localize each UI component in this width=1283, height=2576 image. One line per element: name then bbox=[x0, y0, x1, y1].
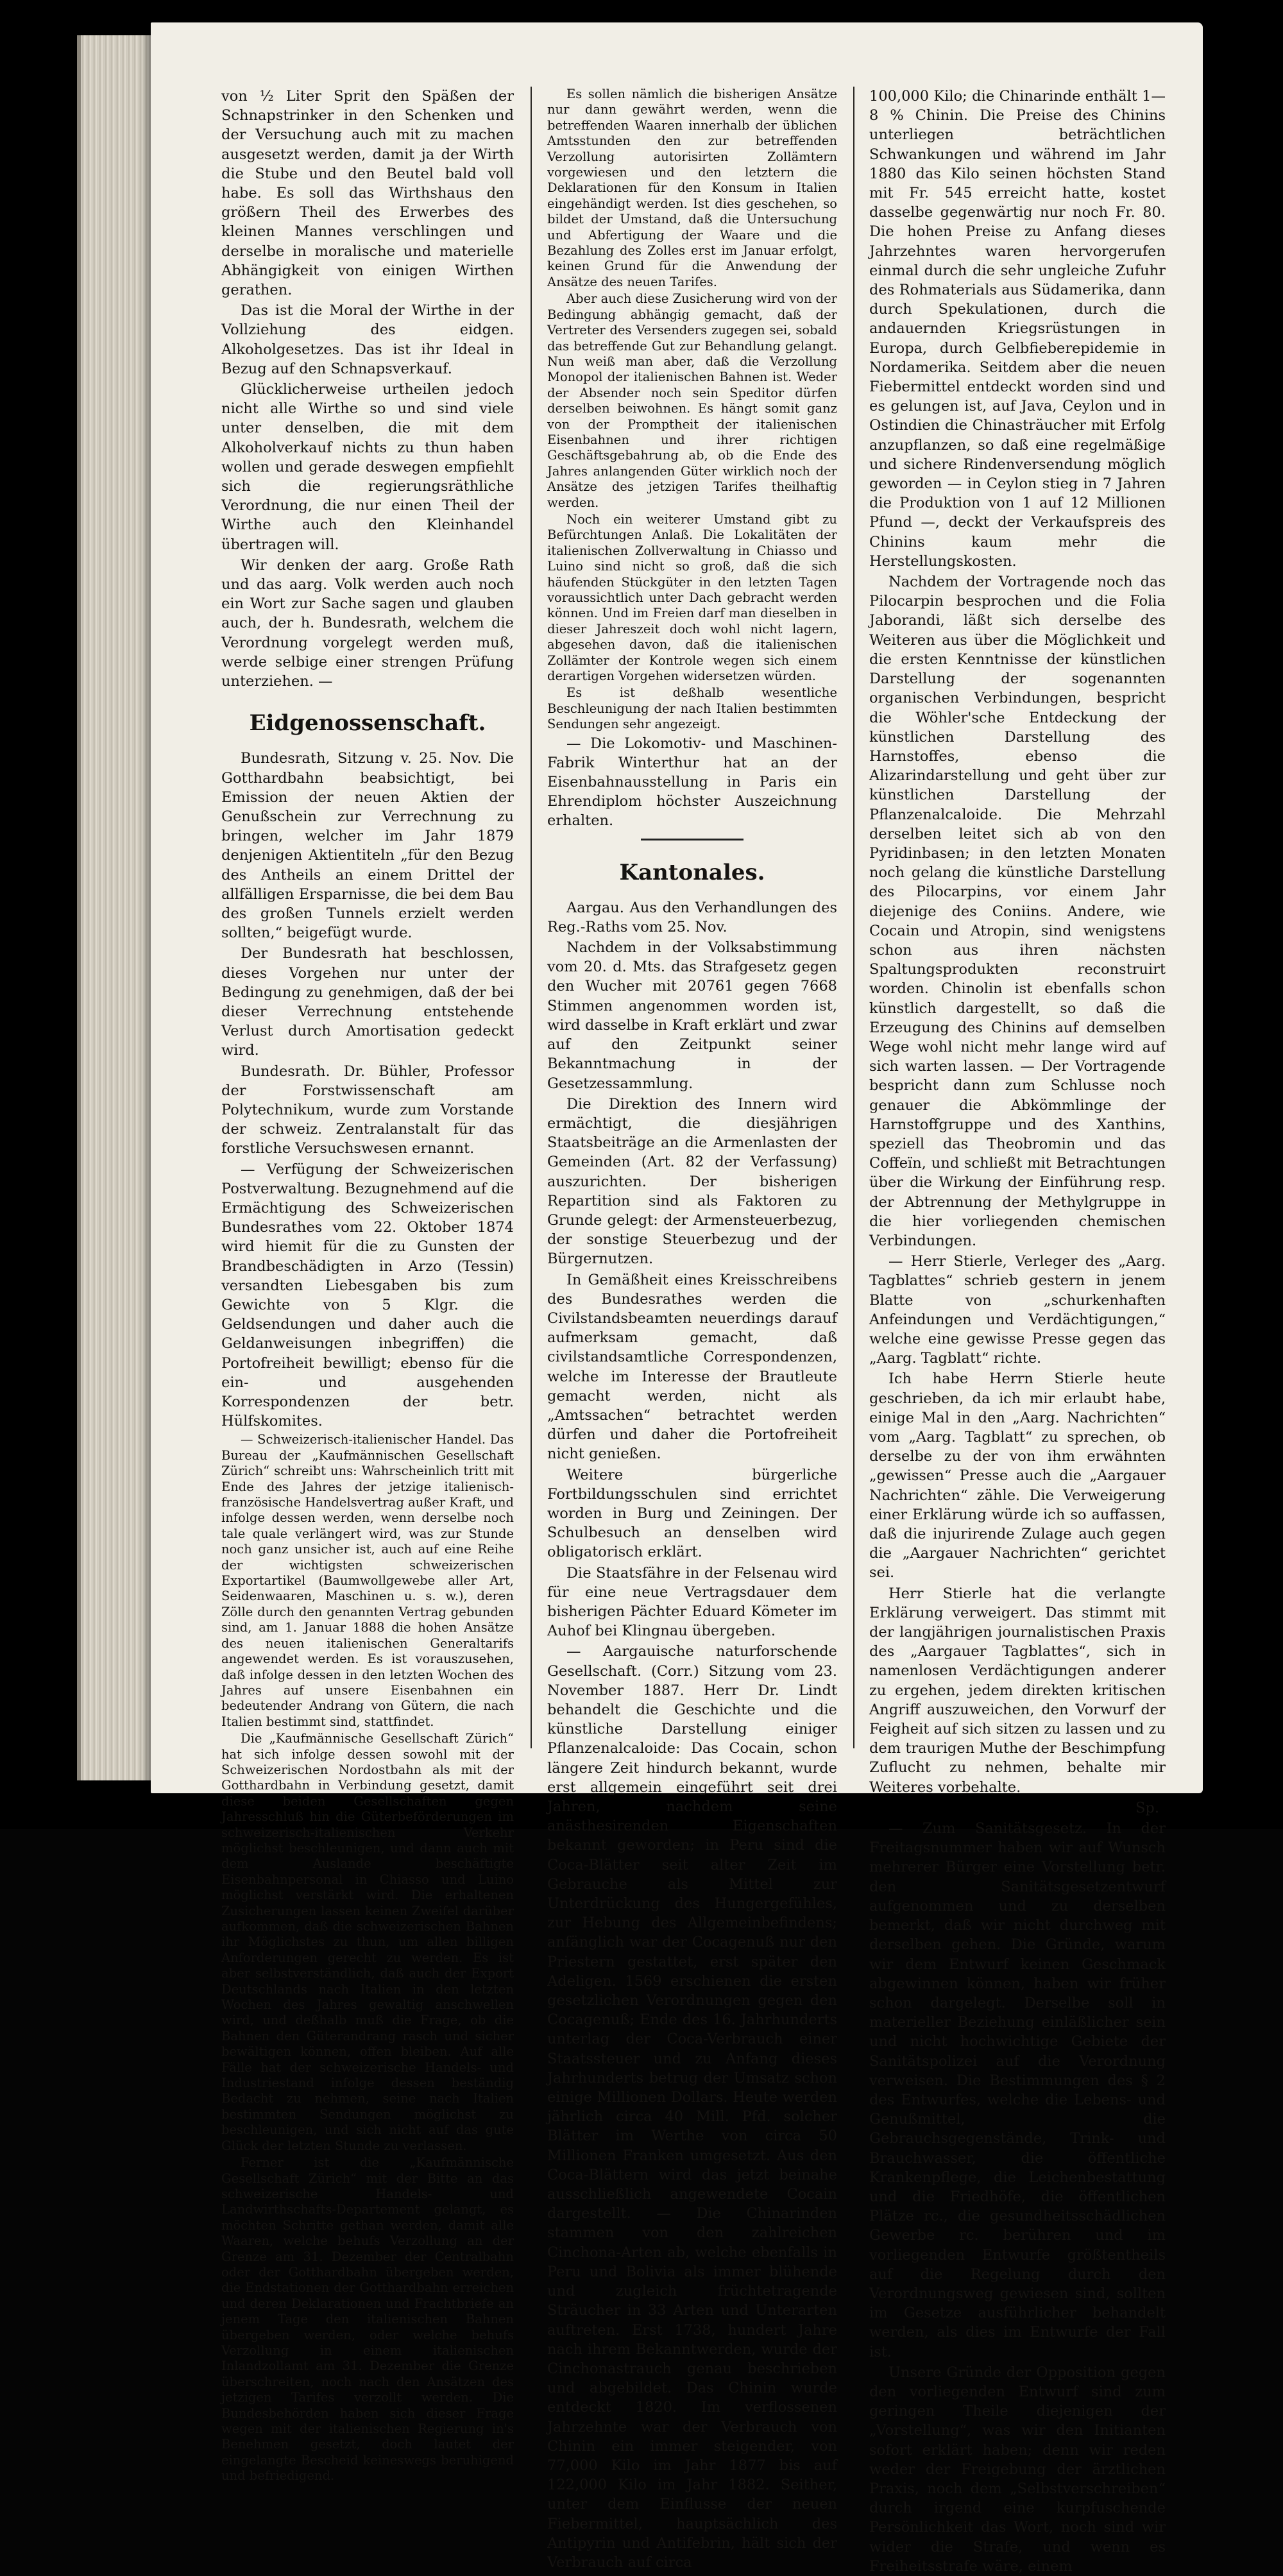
column-rule bbox=[531, 87, 532, 1748]
article-paragraph: 100,000 Kilo; die Chinarinde enthält 1—8 % Chinin. Die Preise des Chinins unterliegen beträchtlichen Schwankungen und während im Jahr 1880 das Kilo seinen höchsten Stand mit Fr. 545 erreicht hatte, kostet dasselbe gegenwärtig nur noch Fr. 80. Die hohen Preise zu Anfang dieses Jahrzehntes waren hervorgerufen einmal durch die sehr ungleiche Zufuhr des Rohmaterials aus Südamerika, dann durch Spekulationen, durch die andauernden Kriegsrüstungen in Europa, durch Gelbfieberepidemie in Nordamerika. Seitdem aber die neuen Fiebermittel entdeckt worden sind und es gelungen ist, auf Java, Ceylon und in Ostindien die Chinasträucher mit Erfolg anzupflanzen, so daß eine regelmäßige und sichere Rindenversendung möglich geworden — in Ceylon stieg in 7 Jahren die Produktion von 1 auf 12 Millionen Pfund —, deckt der Verkaufspreis des Chinins kaum mehr die Herstellungskosten. bbox=[869, 88, 1166, 570]
article-paragraph: Glücklicherweise urtheilen jedoch nicht alle Wirthe so und sind viele unter denselben, die mit dem Alkoholverkauf nichts zu thun haben wollen und gerade deswegen empfiehlt sich die regierungsräthliche Verordnung, die nur einen Theil der Wirthe auch den Kleinhandel übertragen will. bbox=[221, 381, 514, 553]
column-rule bbox=[853, 87, 854, 1748]
article-paragraph: Weitere bürgerliche Fortbildungsschulen sind errichtet worden in Burg und Zeiningen. Der Schulbesuch an denselben wird obligatorisch erklärt. bbox=[547, 1466, 837, 1561]
article-paragraph: Bundesrath. Dr. Bühler, Professor der Forstwissenschaft am Polytechnikum, wurde zum Vorstande der schweiz. Zentralanstalt für das forstliche Versuchswesen ernannt. bbox=[221, 1062, 514, 1157]
article-paragraph: Die „Kaufmännische Gesellschaft Zürich“ hat sich infolge dessen sowohl mit der Schweizerischen Nordostbahn als mit der Gotthardbahn in Verbindung gesetzt, damit diese beiden Gesellschaften gegen Jahresschluß hin die Güterbeförderungen im schweizerisch-italienischen Verkehr möglichst beschleunigen, und dann auch mit dem Auslande beschäftigte Eisenbahnpersonal in Chiasso und Luino möglichst verstärkt wird. Die erhaltenen Zusicherungen lassen keinen Zweifel darüber aufkommen, daß die schweizerischen Bahnen ihr Möglichstes zu thun, um allen billigen Anforderungen gerecht zu werden. Es ist aber selbstverständlich, daß auch der Export Deutschlands nach Italien in den letzten Wochen des Jahres gewaltig anschwellen wird, und deßhalb muß die Frage, ob die Bahnen den Güterandrang rasch und sicher bewältigen können, offen bleiben. Auf alle Fälle hat der schweizerische Handels- und Industriestand infolge dessen beständig Bedacht zu nehmen, seine nach Italien bestimmten Sendungen möglichst zu beschleunigen, und sich nicht auf das gute Glück der letzten Stunde zu verlassen. bbox=[221, 1731, 514, 2153]
article-paragraph: Nachdem der Vortragende noch das Pilocarpin besprochen und die Folia Jaborandi, läßt sich derselbe des Weiteren aus über die Möglichkeit und die ersten Kenntnisse der künstlichen Darstellung der sogenannten organischen Verbindungen, bespricht die Wöhler'sche Entdeckung der künstlichen Darstellung des Harnstoffes, ebenso die Alizarindarstellung und geht über zur künstlichen Darstellung der Pflanzenalcaloide. Die Mehrzahl derselben leitet sich ab von den Pyridinbasen; in den letzten Monaten noch gelang die künstliche Darstellung des Pilocarpins, vor einem Jahr diejenige des Coniins. Andere, wie Cocain und Atropin, sind wenigstens schon aus ihren nächsten Spaltungsprodukten reconstruirt worden. Chinolin ist ebenfalls schon künstlich dargestellt, so daß die Erzeugung des Chinins auf demselben Wege wohl nicht mehr lange wird auf sich warten lassen. — Der Vortragende bespricht dann zum Schlusse noch genauer die Abkömmlinge der Harnstoffgruppe und des Xanthins, speziell das Theobromin und das Coffeïn, und schließt mit Betrachtungen über die Wirkung der Einführung resp. der Abtrennung der Methylgruppe in die hier vorliegenden chemischen Verbindungen. bbox=[869, 574, 1166, 1249]
article-paragraph: Herr Stierle hat die verlangte Erklärung verweigert. Das stimmt mit der langjährigen journalistischen Praxis des „Aargauer Tagblattes“, sich in namenlosen Verdächtigungen anderer zu ergehen, jedem direkten kritischen Angriff auszuweichen, den Vorwurf der Feigheit auf sich sitzen zu lassen und zu dem traurigen Muthe der Beschimpfung Zuflucht zu nehmen, behalte mir Weiteres vorbehalte. bbox=[869, 1585, 1166, 1796]
column-1 bbox=[221, 87, 514, 2484]
article-paragraph: Ich habe Herrn Stierle heute geschrieben, da ich mir erlaubt habe, einige Mal in den „Aarg. Nachrichten“ vom „Aarg. Tagblatt“ zu sprechen, ob derselbe zu der von ihm erwähnten „gewissen“ Presse auch die „Aargauer Nachrichten“ zähle. Die Verweigerung einer Erklärung würde ich so auffassen, daß die injurirende Zulage auch gegen die „Aargauer Nachrichten“ gerichtet sei. bbox=[869, 1370, 1166, 1582]
article-paragraph: Das ist die Moral der Wirthe in der Vollziehung des eidgen. Alkoholgesetzes. Das ist ihr Ideal in Bezug auf den Schnapsverkauf. bbox=[221, 302, 514, 377]
article-paragraph: von ½ Liter Sprit den Späßen der Schnapstrinker in den Schenken und der Versuchung auch mit zu machen ausgesetzt werden, damit ja der Wirth die Stube und den Beutel bald voll habe. Es soll das Wirthshaus den größern Theil des Erwerbes des kleinen Mannes verschlingen und derselbe in moralische und materielle Abhängigkeit von einigen Wirthen gerathen. bbox=[221, 88, 514, 299]
article-paragraph: In Gemäßheit eines Kreisschreibens des Bundesrathes werden die Civilstandsbeamten neuerdings darauf aufmerksam gemacht, daß civilstandsamtliche Correspondenzen, welche im Interesse der Brautleute gemacht werden, nicht als „Amtssachen“ betrachtet werden dürfen und daher die Portofreiheit nicht genießen. bbox=[547, 1271, 837, 1463]
article-paragraph: Ferner ist die „Kaufmännische Gesellschaft Zürich“ mit der Bitte an das schweizerische Handels- und Landwirthschafts-Departement gelangt, es möchten Schritte gethan werden, damit alle Waaren, welche behufs Verzollung an der Grenze am 31. Dezember der Centralbahn oder der Gotthardbahn übergeben werden, die Endstationen der Gotthardbahn erreichen und deren Deklarationen und Frachtbriefe an jenem Tage den italienischen Bahnen übergeben werden, oder welche behufs Verzollung in einem italienischen Inlandzollamt am 31. Dezember die Grenze überschreiten, noch nach den Ansätzen des jetzigen Tarifes verzollt werden. Die Bundesbehörden haben sich dieser Frage wegen mit der italienischen Regierung in's Benehmen gesetzt, doch lautet der eingelangte Bescheid keineswegs beruhigend und befriedigend. bbox=[221, 2155, 514, 2484]
article-paragraph: — Schweizerisch-italienischer Handel. Das Bureau der „Kaufmännischen Gesellschaft Zürich“ schreibt uns: Wahrscheinlich tritt mit Ende des Jahres der jetzige italienisch-französische Handelsvertrag außer Kraft, und infolge dessen werden, wenn derselbe noch tale quale verlängert wird, was zur Stunde noch ganz unsicher ist, auch auf eine Reihe der wichtigsten schweizerischen Exportartikel (Baumwollgewebe aller Art, Seidenwaaren, Maschinen u. s. w.), deren Zölle durch den genannten Vertrag gebunden sind, am 1. Januar 1888 die hohen Ansätze des neuen italienischen Generaltarifs angewendet werden. Es ist vorauszusehen, daß infolge dessen in den letzten Wochen des Jahres auf unsere Eisenbahnen ein bedeutender Andrang von Gütern, die nach Italien bestimmt sind, stattfindet. bbox=[221, 1432, 514, 1729]
section-heading: Kantonales. bbox=[619, 859, 765, 885]
article-paragraph: Unsere Gründe der Opposition gegen den vorliegenden Entwurf sind zum geringen Theile diejenigen der „Vorstellung“, was wir den Initianten sofort erklärt haben; denn wir reden weder der Freigebung der ärztlichen Praxis, noch dem „Selbstverschreiben“ durch irgend eine kurpfuschende Persönlichkeit das Wort, noch sind wir wider die Strafe, und wenn es Freiheitsstrafe wäre, einem bbox=[869, 2364, 1166, 2575]
article-paragraph: Der Bundesrath hat beschlossen, dieses Vorgehen nur unter der Bedingung zu genehmigen, daß der bei dieser Verrechnung entstehende Verlust durch Amortisation gedeckt wird. bbox=[221, 945, 514, 1059]
article-paragraph: Die Staatsfähre in der Felsenau wird für eine neue Vertragsdauer dem bisherigen Pächter Eduard Kömeter im Auhof bei Klingnau übergeben. bbox=[547, 1564, 837, 1640]
page-content bbox=[221, 87, 1171, 2575]
article-paragraph: — Verfügung der Schweizerischen Postverwaltung. Bezugnehmend auf die Ermächtigung des Schweizerischen Bundesrathes vom 22. Oktober 1874 wird hiemit für die zu Gunsten der Brandbeschädigten in Arzo (Tessin) versandten Liebesgaben bis zum Gewichte von 5 Klgr. die Geldsendungen und daher auch die Geldanweisungen inbegriffen) die Portofreiheit bewilligt; ebenso für die ein- und ausgehenden Korrespondenzen der betr. Hülfskomites. bbox=[221, 1161, 514, 1430]
column-3 bbox=[869, 87, 1166, 2575]
article-paragraph: Noch ein weiterer Umstand gibt zu Befürchtungen Anlaß. Die Lokalitäten der italienischen Zollverwaltung in Chiasso und Luino sind nicht so groß, daß die sich häufenden Stückgüter in den letzten Tagen voraussichtlich unter Dach gebracht werden können. Und im Freien darf man dieselben in dieser Jahreszeit doch wohl nicht lagern, abgesehen davon, daß die italienischen Zollämter der Kontrole wegen sich einem derartigen Vorgehen widersetzen würden. bbox=[547, 511, 837, 684]
article-paragraph: — Aargauische naturforschende Gesellschaft. (Corr.) Sitzung vom 23. November 1887. Herr Dr. Lindt behandelt die Geschichte und die künstliche Darstellung einiger Pflanzenalcaloide: Das Cocain, schon längere Zeit hindurch bekannt, wurde erst allgemein eingeführt seit drei Jahren, nachdem seine anästhesirenden Eigenschaften bekannt geworden; in Peru sind die Coca-Blätter seit alter Zeit im Gebrauche als Mittel zur Unterdrückung des Hungergefühles, zur Hebung des Allgemeinbefindens; anfänglich war der Cocagenuß nur den Priestern gestattet, erst später den Adeligen. 1569 erschienen die ersten gesetzlichen Verordnungen gegen den Cocagenuß; Ende des 16. Jahrhunderts unterlag der Coca-Verbrauch einer Staatssteuer und zu Anfang dieses Jahrhunderts betrug der Umsatz schon einige Millionen Dollars. Heute werden jährlich circa 40 Mill. Pfd. solcher Blätter im Werthe von circa 50 Millionen Franken umgesetzt. Aus den Coca-Blättern wird das jetzt beinahe ausschließlich angewendete Cocain dargestellt. — Die Chinarinden stammen von den zahlreichen Cinchona-Arten ab, welche ebenfalls in Peru und Bolivia als immer blühende und zugleich früchtetragende Sträucher in 33 Arten und Unterarten auftreten. Erst 1738, hundert Jahre nach ihrem Bekanntwerden, wurde der Cinchonastrauch genau beschrieben und abgebildet. Das Chinin wurde entdeckt 1820. Im verflossenen Jahrzehnte war der Verbrauch von Chinin ein immer steigender, von 77,000 Kilo im Jahr 1877 bis auf 122,000 Kilo im Jahr 1882. Seither, unter dem Einflusse der neuen Fiebermittel, hauptsächlich des Antipyrin und Antifebrin, hält sich der Verbrauch auf circa bbox=[547, 1643, 837, 2571]
article-paragraph: — Die Lokomotiv- und Maschinen-Fabrik Winterthur hat an der Eisenbahnausstellung in Paris ein Ehrendiplom höchster Auszeichnung erhalten. bbox=[547, 735, 837, 830]
article-paragraph: Die Direktion des Innern wird ermächtigt, die diesjährigen Staatsbeiträge an die Armenlasten der Gemeinden (Art. 82 der Verfassung) auszurichten. Der bisherigen Repartition sind als Faktoren zu Grunde gelegt: der Armensteuerbezug, der sonstige Steuerbezug und der Bürgernutzen. bbox=[547, 1095, 837, 1268]
article-paragraph: Wir denken der aarg. Große Rath und das aarg. Volk werden auch noch ein Wort zur Sache sagen und glauben auch, der h. Bundesrath, welchem die Verordnung vorgelegt werden muß, werde selbige einer strengen Prüfung unterziehen. — bbox=[221, 556, 514, 690]
article-paragraph: Es ist deßhalb wesentliche Beschleunigung der nach Italien bestimmten Sendungen sehr angezeigt. bbox=[547, 685, 837, 732]
section-separator bbox=[641, 839, 743, 840]
article-paragraph: Es sollen nämlich die bisherigen Ansätze nur dann gewährt werden, wenn die betreffenden Waaren innerhalb der üblichen Amtsstunden den zur betreffenden Verzollung autorisirten Zollämtern vorgewiesen und den letztern die Deklarationen für den Konsum in Italien eingehändigt werden. Ist dies geschehen, so bildet der Umstand, daß die Untersuchung und Abfertigung der Waare und die Bezahlung des Zolles erst im Januar erfolgt, keinen Grund für die Anwendung der Ansätze des neuen Tarifes. bbox=[547, 87, 837, 289]
author-signature: Sp. bbox=[1135, 1799, 1159, 1816]
article-paragraph: Aber auch diese Zusicherung wird von der Bedingung abhängig gemacht, daß der Vertreter des Versenders zugegen sei, sobald das betreffende Gut zur Behandlung gelangt. Nun weiß man aber, daß die Verzollung Monopol der italienischen Bahnen ist. Weder der Absender noch sein Speditor dürfen derselben beiwohnen. Es hängt somit ganz von der Promptheit der italienischen Eisenbahnen und ihrer richtigen Geschäftsgebahrung ab, ob die Ende des Jahres anlangenden Güter wirklich noch der Ansätze des jetzigen Tarifes theilhaftig werden. bbox=[547, 291, 837, 510]
article-paragraph: — Zum Sanitätsgesetz. In der Freitagsnummer haben wir auf Wunsch mehrerer Bürger eine Vorstellung betr. den Sanitätsgesetzentwurf aufgenommen und zu derselben bemerkt, daß wir nicht durchweg mit derselben gehen. Die Gründe, warum wir dem Entwurf keinen Geschmack abgewinnen können, haben wir früher schon dargelegt. Derselbe soll in materieller Beziehung einläßlicher sein und nicht hochwichtige Gebiete der Sanitätspolizei auf die Verordnung verweisen. Die Bestimmungen des § 2 des Entwurfes, welche die Lebens- und Genußmittel, die Gebrauchsgegenstände, Trink- und Brauchwasser, die öffentliche Krankenpflege, die Leichenbestattung und die Friedhöfe, die öffentlichen Plätze rc., die gesundheitsschädlichen Gewerbe rc. berühren und im vorliegenden Entwurfe größtentheils auf die Regelung durch den Verordnungsweg gewiesen sind, sollten im Gesetze ausführlicher behandelt werden, als dies im Entwurfe der Fall ist. bbox=[869, 1820, 1166, 2360]
article-paragraph: Aargau. Aus den Verhandlungen des Reg.-Raths vom 25. Nov. bbox=[547, 899, 837, 935]
column-2 bbox=[547, 87, 837, 2571]
article-paragraph: Nachdem in der Volksabstimmung vom 20. d. Mts. das Strafgesetz gegen den Wucher mit 20761 gegen 7668 Stimmen angenommen worden ist, wird dasselbe in Kraft erklärt und zwar auf den Zeitpunkt seiner Bekanntmachung in der Gesetzessammlung. bbox=[547, 939, 837, 1092]
section-heading: Eidgenossenschaft. bbox=[249, 710, 486, 737]
article-paragraph: — Herr Stierle, Verleger des „Aarg. Tagblattes“ schrieb gestern in jenem Blatte von „schurkenhaften Anfeindungen und Verdächtigungen,“ welche eine gewisse Presse gegen das „Aarg. Tagblatt“ richte. bbox=[869, 1253, 1166, 1367]
article-paragraph: Bundesrath, Sitzung v. 25. Nov. Die Gotthardbahn beabsichtigt, bei Emission der neuen Aktien der Genußschein zur Verrechnung zu bringen, welcher im Jahr 1879 denjenigen Aktientiteln „für den Bezug des Antheils an einem Drittel der allfälligen Ersparnisse, die bei dem Bau des großen Tunnels erzielt werden sollten,“ beigefügt wurde. bbox=[221, 750, 514, 942]
